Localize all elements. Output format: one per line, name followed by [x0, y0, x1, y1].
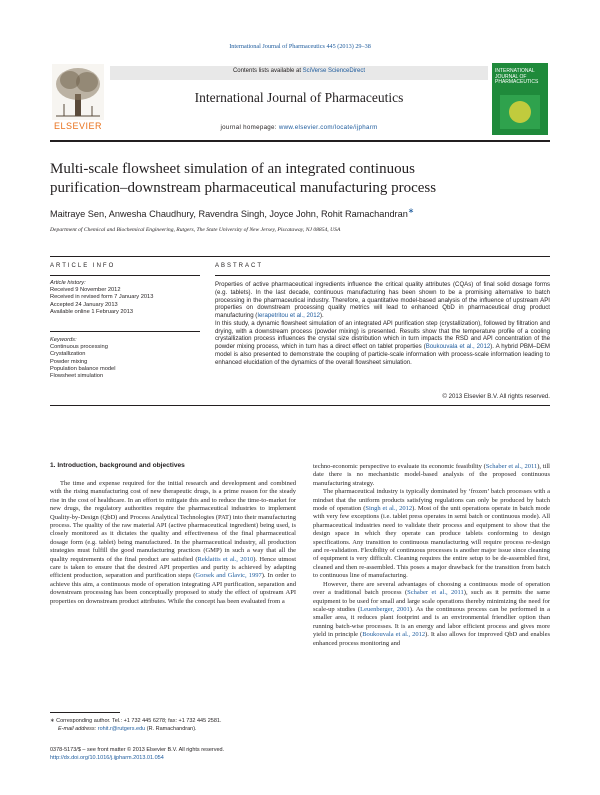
history-item: Received 9 November 2012 — [50, 287, 121, 294]
citation-link[interactable]: Ierapetritou et al., 2012 — [257, 312, 321, 319]
issn-line: 0378-5173/$ – see front matter © 2013 Elsevier B.V. All rights reserved. — [50, 747, 225, 753]
divider — [50, 331, 200, 332]
keyword: Population balance model — [50, 365, 116, 372]
body-paragraph: techno-economic perspective to evaluate its economic feasibility (Schaber et al., 2011), till date there is no mechanistic model-based analysis of the proposed continuous manufacturing strategy. — [313, 463, 550, 487]
body-column-left — [50, 480, 296, 606]
divider — [215, 275, 550, 276]
contents-prefix: Contents lists available at — [232, 68, 303, 74]
article-title-line-2: purification–downstream pharmaceutical manufacturing process — [50, 180, 437, 196]
keyword: Crystallization — [50, 351, 86, 358]
keyword: Flowsheet simulation — [50, 373, 104, 380]
keyword: Powder mixing — [50, 358, 88, 365]
doi-link[interactable]: http://dx.doi.org/10.1016/j.ijpharm.2013.01.054 — [50, 755, 164, 761]
article-history — [50, 280, 200, 316]
elsevier-tree-logo — [52, 64, 104, 120]
citation-link[interactable]: Schaber et al., 2011 — [485, 463, 538, 470]
issn-doi — [50, 746, 350, 762]
journal-citation-header[interactable]: International Journal of Pharmaceutics 445 (2013) 29–38 — [229, 43, 371, 50]
email-link[interactable]: rohit.r@rutgers.edu — [97, 725, 146, 732]
citation-link[interactable]: Boukouvala et al., 2012 — [362, 631, 426, 639]
citation-link[interactable]: Reklaitis et al., 2010 — [197, 555, 254, 563]
history-item: Available online 1 February 2013 — [50, 308, 134, 315]
history-label: Article history: — [50, 280, 86, 286]
history-item: Received in revised form 7 January 2013 — [50, 294, 154, 301]
section-heading: 1. Introduction, background and objectives — [50, 462, 185, 469]
copyright-notice: © 2013 Elsevier B.V. All rights reserved. — [442, 393, 550, 400]
body-paragraph: The pharmaceutical industry is typically dominated by ‘frozen’ batch processes with a mindset that the uniform products satisfying regulations can only be produced by batch mode of operation (Singh et al., 2012). Most of the unit operations operate in batch mode with very few exceptions (i.e. tablet press operates in semi batch or continuous mode). All pharmaceutical industries need to validate their process and equipment to show that the design space in which they operate can produce tablets conforming to design specifications. Any transition to continuous manufacturing will require process re-design and re-validation. Flexibility of continuous processes is another major issue since cleaning of equipment is very difficult. Cleaning requires the entire setup to be de-assembled first, cleaned and then re-assembled. This poses a major drawback for the transition from batch to continuous line of manufacturing. — [313, 488, 550, 580]
cover-title: INTERNATIONAL JOURNAL OF PHARMACEUTICS — [495, 68, 539, 85]
article-title — [50, 160, 550, 198]
divider — [50, 256, 550, 257]
abstract-paragraph-1: Properties of active pharmaceutical ingredients influence the critical quality attributes (CQAs) of final solid dosage forms (e.g. tablets). In the last decade, continuous manufacturing has been shown to be a promising alternative to batch processing in the pharmaceutical industry. Therefore, a quantitative model-based analysis of the influence of upstream API properties on downstream processing quality metrics will lead to enhanced QbD in pharmaceutical drug product manufacturing (Ierapetritou et al., 2012). — [215, 281, 550, 319]
journal-cover-thumbnail[interactable] — [492, 63, 548, 135]
contents-line — [110, 68, 488, 74]
abstract-paragraph-2: In this study, a dynamic flowsheet simulation of an integrated API purification step (crystallization), followed by filtration and drying, with a downstream process (powder mixing) is presented. Results show that the temperature profile of a cooling crystallization process influences the crystal size distribution which in turn impacts the RSD and API concentration of the powder mixing process, which in turn has a direct effect on tablet properties (Boukouvala et al., 2012). A hybrid PBM–DEM model is also presented to demonstrate the coupling of particle-scale information with process-scale information leading to enhanced elucidation of the dynamics of the overall flowsheet simulation. — [215, 319, 550, 366]
divider — [50, 275, 200, 276]
citation-link[interactable]: Leuenberger, 2001 — [360, 605, 410, 613]
abstract-body — [215, 281, 550, 366]
author-list — [50, 206, 550, 219]
footnotes — [50, 718, 300, 733]
publisher-logo-text[interactable]: ELSEVIER — [53, 121, 103, 131]
email-note: E-mail address: rohit.r@rutgers.edu (R. Ramachandran). — [58, 725, 197, 732]
article-info-heading: ARTICLE INFO — [50, 263, 116, 269]
body-paragraph: However, there are several advantages of choosing a continuous mode of operation over a traditional batch process (Schaber et al., 2011), such as it permits the same equipment to be used for small and large scale operations thereby minimizing the need for scale-up studies (Leuenberger, 2001). As the continuous process can be performed in a smaller area, it reduces plant footprint and is an environmental friendlier option than running batch-wise processes. It is an energy and labor efficient process and gives more yield in principle (Boukouvala et al., 2012). It also allows for improved QbD and enables enhanced process monitoring and — [313, 580, 551, 647]
citation-link[interactable]: Singh et al., 2012 — [365, 505, 413, 513]
homepage-label: journal homepage: — [220, 124, 279, 131]
corresponding-author-note: ∗ Corresponding author. Tel.: +1 732 445 6278; fax: +1 732 445 2581. — [50, 718, 222, 724]
citation-link[interactable]: Boukouvala et al., 2012 — [425, 343, 491, 350]
sciencedirect-link[interactable]: SciVerse ScienceDirect — [302, 68, 366, 74]
article-title-line-1: Multi-scale flowsheet simulation of an integrated continuous — [50, 161, 415, 177]
abstract-heading: ABSTRACT — [215, 263, 264, 269]
journal-homepage-line — [110, 124, 488, 131]
affiliation: Department of Chemical and Biochemical Engineering, Rutgers, The State University of New Jersey, Piscataway, NJ 08854, USA — [50, 227, 341, 233]
header-rule — [50, 140, 550, 142]
keywords — [50, 337, 200, 380]
history-item: Accepted 24 January 2013 — [50, 301, 118, 308]
citation-link[interactable]: Gorsek and Glavic, 1997 — [195, 572, 262, 580]
authors: Maitraye Sen, Anwesha Chaudhury, Ravendra Singh, Joyce John, Rohit Ramachandran — [50, 209, 408, 220]
citation-link[interactable]: Schaber et al., 2011 — [407, 589, 464, 597]
homepage-link[interactable]: www.elsevier.com/locate/ijpharm — [278, 124, 378, 131]
footnote-rule — [50, 712, 120, 713]
journal-title: International Journal of Pharmaceutics — [194, 90, 404, 105]
keyword: Continuous processing — [50, 344, 108, 351]
corresponding-author-mark[interactable]: ∗ — [407, 206, 415, 215]
keywords-label: Keywords: — [50, 337, 77, 343]
divider — [50, 405, 550, 406]
body-paragraph: The time and expense required for the initial research and development and combined with the rising manufacturing cost of new therapeutic drugs, is a prime reason for the steady rise in the cost of healthcare. In an effort to mitigate this and to reduce the time-to-market for new drugs, the regulatory authorities require the pharmaceutical industries to implement Quality-by-Design (QbD) and Process Analytical Technologies (PAT) into their manufacturing process. The quality of the raw material API (active pharmaceutical ingredient) being used, is closely monitored as it dictates the quality and effectiveness of the final pharmaceutical dosage form (e.g. tablet) being manufactured. In the pharmaceutical industry, all production strategies must fulfill the good manufacturing practices (GMP) in such a way that all the quality requirements of the final product are satisfied (Reklaitis et al., 2010). Hence utmost care is taken to ensure that the desired API properties and purity is achieved by adapting efficient production, separation and purification steps (Gorsek and Glavic, 1997). In order to achieve this aim, a continuous mode of operation integrating API purification, separation and downstream processing has been conceptually proposed to study the effect of upstream API properties on downstream product attributes. While the concept has been evaluated from a — [50, 480, 296, 605]
body-column-right — [313, 463, 550, 648]
